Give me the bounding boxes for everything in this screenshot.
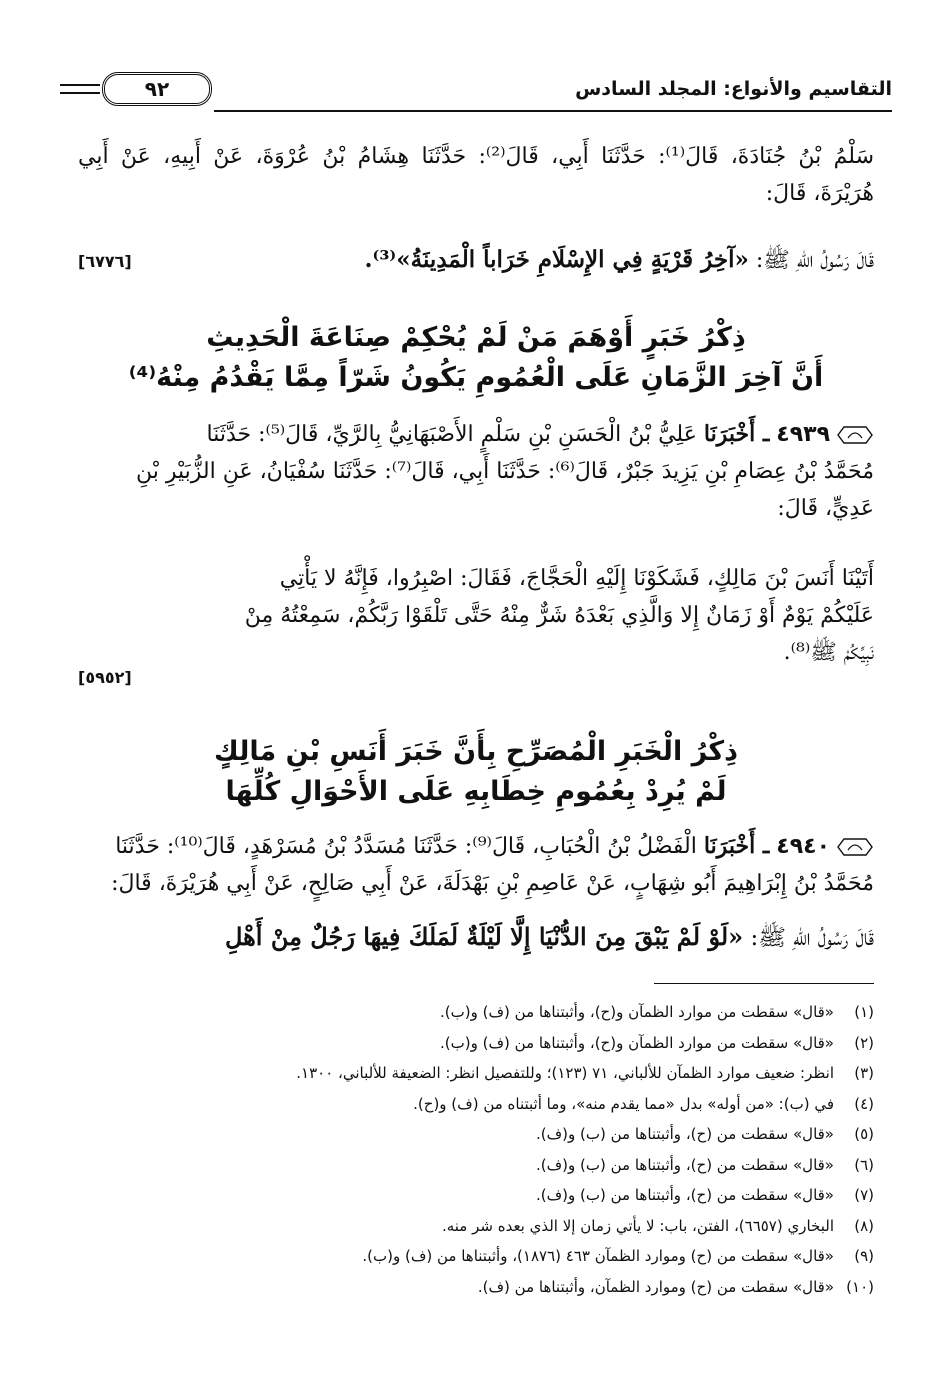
footnote-separator [654, 983, 874, 984]
footnote [70, 1058, 874, 1089]
page-number: ٩٢ [102, 72, 212, 106]
text-line: سَلْمُ بْنُ جُنَادَةَ، قَالَ⁽¹⁾: حَدَّثَنَا أَبِي، قَالَ⁽²⁾: حَدَّثَنَا هِشَامُ بْنُ عُرْوَةَ، عَنْ أَبِيهِ، عَنْ أَبِي [78, 144, 874, 169]
heading-line: لَمْ يُرِدْ بِعُمُومِ خِطَابِهِ عَلَى الأَحْوَالِ كُلِّهَا [225, 776, 727, 807]
footnote-text: البخاري (٦٦٥٧)، الفتن، باب: لا يأتي زمان إلا الذي بعده شر منه. [441, 1216, 834, 1235]
footnote-text: «قال» سقطت من (ح)، وأثبتناها من (ب) و(ف). [535, 1125, 834, 1143]
footnote-number: (٩) [854, 1247, 874, 1265]
text-line: أَتَيْنَا أَنَسَ بْنَ مَالِكٍ، فَشَكَوْنَا إِلَيْهِ الْحَجَّاجَ، فَقَالَ: اصْبِرُوا، فَإِنَّهُ لا يَأْتِي [279, 566, 874, 591]
cross-reference: [٦٧٧٦] [78, 252, 132, 271]
footnote-text: في (ب): «من أوله» بدل «مما يقدم منه»، وما أثبتناه من (ف) و(ح). [413, 1094, 834, 1113]
heading-line: ذِكْرُ الْخَبَرِ الْمُصَرِّحِ بِأَنَّ خَبَرَ أَنَسِ بْنِ مَالِكٍ [214, 736, 738, 767]
isnad-text: الْفَضْلُ بْنُ الْحُبَابِ، قَالَ⁽⁹⁾: حَدَّثَنَا مُسَدَّدُ بْنُ مُسَرْهَدٍ، قَالَ⁽¹⁰⁾: حَدَّثَنَا [115, 834, 697, 859]
footnote-number: (٨) [854, 1216, 874, 1235]
text-line: هُرَيْرَةَ، قَالَ: [765, 181, 874, 206]
text-line [78, 416, 874, 453]
hadith-number: ٤٩٤٠ [776, 834, 830, 859]
footnote [70, 1119, 874, 1150]
footnotes [70, 997, 874, 1302]
hadith-matn [78, 918, 874, 957]
footnote [70, 1180, 874, 1211]
text-line: مُحَمَّدُ بْنُ عِصَامِ بْنِ يَزِيدَ جَبْرٌ، قَالَ⁽⁶⁾: حَدَّثَنَا أَبِي، قَالَ⁽⁷⁾: حَدَّثَنَا سُفْيَانُ، عَنِ الزُّبَيْرِ بْنِ [136, 459, 874, 484]
cross-reference: [٥٩٥٢] [78, 668, 132, 687]
footnote-text: «قال» سقطت من (ح)، وأثبتناها من (ب) و(ف). [535, 1155, 834, 1174]
footnote-number: (١٠) [846, 1277, 874, 1296]
chapter-heading [60, 318, 892, 398]
hadith-number: ٤٩٣٩ [776, 422, 830, 447]
matn-text: «آخِرُ قَرْيَةٍ فِي الإِسْلَامِ خَرَاباً الْمَدِينَةُ»⁽³⁾. [364, 246, 749, 273]
text-line [78, 828, 874, 865]
footnote [70, 997, 874, 1028]
footnote-number: (٤) [854, 1094, 874, 1113]
text-line: مُحَمَّدُ بْنُ إِبْرَاهِيمَ أَبُو شِهَابٍ، عَنْ عَاصِمِ بْنِ بَهْدَلَةَ، عَنْ أَبِي صَالِحٍ، عَنْ أَبِي هُرَيْرَةَ، قَالَ: [111, 871, 874, 896]
page-header [60, 72, 892, 112]
footnote-text: «قال» سقطت من موارد الظمآن و(ح)، وأثبتناها من (ف) و(ب). [440, 1033, 834, 1052]
akhbarana-label: ـ أَخْبَرَنَا [703, 833, 770, 859]
footnote-number: (١) [854, 1003, 874, 1021]
footnote [70, 1211, 874, 1242]
hadith-matn [180, 241, 874, 279]
isnad-text: عَلِيُّ بْنُ الْحَسَنِ بْنِ سَلْمٍ الأَصْبَهَانِيُّ بِالرَّيِّ، قَالَ⁽⁵⁾: حَدَّثَنَا [206, 422, 697, 447]
footnote [70, 1028, 874, 1059]
footnote-number: (٧) [854, 1186, 874, 1204]
matn-prefix: قَالَ رَسُولُ اللهِ ﷺ: [748, 248, 874, 273]
khabar-badge-icon [836, 836, 874, 858]
hadith-4939 [78, 416, 874, 527]
hadith-4940 [78, 828, 874, 902]
footnote-text: «قال» سقطت من موارد الظمآن و(ح)، وأثبتناها من (ف) و(ب). [440, 1003, 834, 1021]
footnote [70, 1241, 874, 1272]
footnote-text: «قال» سقطت من (ح)، وأثبتناها من (ب) و(ف). [535, 1186, 834, 1204]
footnote-text: «قال» سقطت من (ح) وموارد الظمآن، وأثبتناها من (ف). [477, 1277, 834, 1296]
footnote-text: انظر: ضعيف موارد الظمآن للألباني، ٧١ (١٢٣)؛ وللتفصيل انظر: الضعيفة للألباني، ١٣٠٠. [296, 1064, 834, 1082]
footnote [70, 1272, 874, 1303]
matn-prefix: قَالَ رَسُولُ اللهِ ﷺ: [743, 925, 874, 951]
footnote-number: (٥) [854, 1125, 874, 1143]
header-left-rule [60, 84, 100, 94]
akhbarana-label: ـ أَخْبَرَنَا [703, 421, 770, 447]
isnad-continuation [78, 138, 874, 212]
heading-line: أَنَّ آخِرَ الزَّمَانِ عَلَى الْعُمُومِ يَكُونُ شَرّاً مِمَّا يَقْدُمُ مِنْهُ⁽⁴⁾ [128, 362, 824, 393]
text-line: عَلَيْكُمْ يَوْمٌ أَوْ زَمَانٌ إِلا وَالَّذِي بَعْدَهُ شَرٌّ مِنْهُ حَتَّى تَلْقَوْا رَبَّكُمْ، سَمِعْتُهُ مِنْ [244, 603, 874, 628]
running-title: التقاسيم والأنواع: المجلد السادس [575, 78, 892, 100]
khabar-badge-icon [836, 424, 874, 446]
footnote-number: (٦) [854, 1155, 874, 1174]
text-line: نَبِيِّكُمْ ﷺ⁽⁸⁾. [783, 640, 874, 665]
narration-text [78, 560, 874, 671]
heading-line: ذِكْرُ خَبَرٍ أَوْهَمَ مَنْ لَمْ يُحْكِمْ صِنَاعَةَ الْحَدِيثِ [206, 322, 746, 353]
footnote [70, 1089, 874, 1120]
footnote-number: (٣) [854, 1064, 874, 1082]
text-line: عَدِيٍّ، قَالَ: [777, 496, 874, 521]
matn-text: «لَوْ لَمْ يَبْقَ مِنَ الدُّنْيَا إِلَّا لَيْلَةٌ لَمَلَكَ فِيهَا رَجُلٌ مِنْ أَهْلِ [224, 922, 744, 951]
header-rule [214, 110, 892, 112]
footnote [70, 1150, 874, 1181]
footnote-text: «قال» سقطت من (ح) وموارد الظمآن ٤٦٣ (١٨٧٦)، وأثبتناها من (ف) و(ب). [362, 1247, 834, 1265]
chapter-heading [60, 732, 892, 812]
footnote-number: (٢) [854, 1033, 874, 1052]
